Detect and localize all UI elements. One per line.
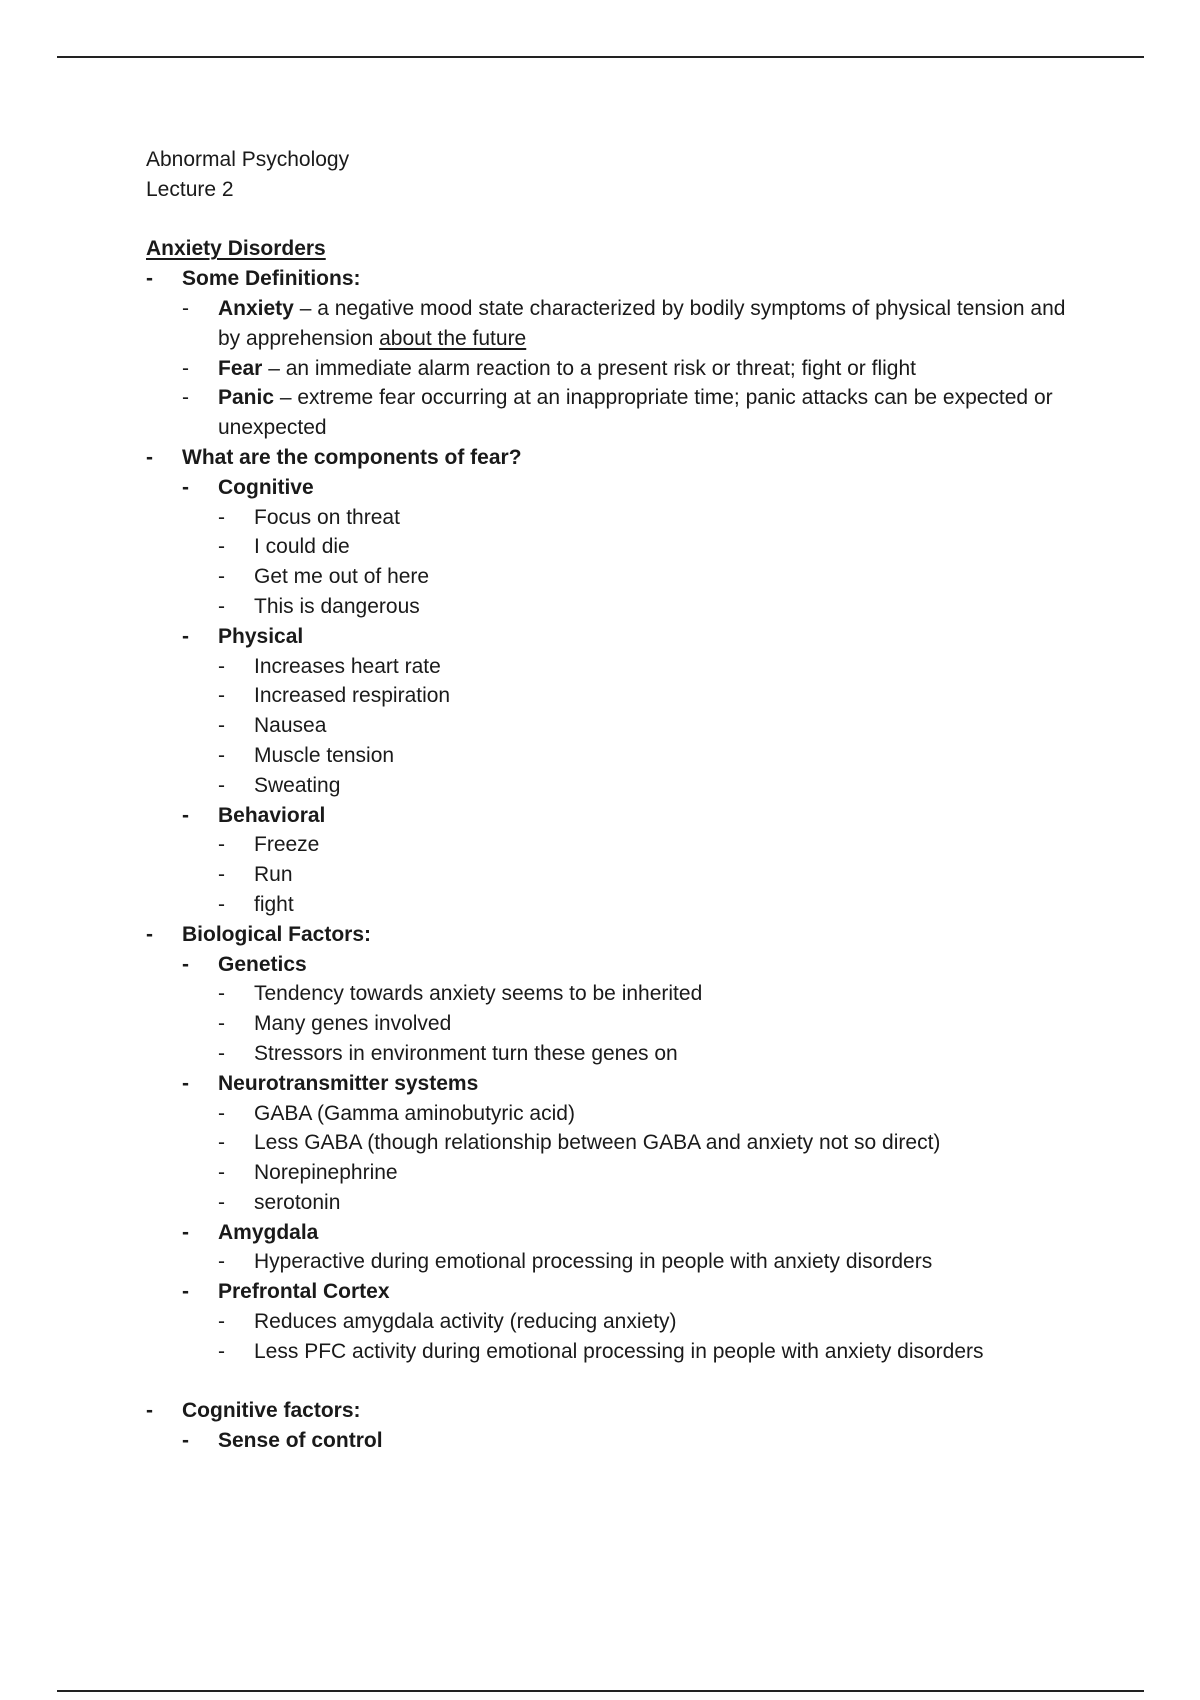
bullet-dash: -: [218, 1190, 225, 1214]
bullet-dash: -: [218, 1101, 225, 1125]
outline-list: [146, 264, 1086, 1366]
list-item: [218, 979, 1086, 1009]
bullet-dash: -: [218, 833, 225, 857]
bullet-dash: -: [218, 863, 225, 887]
factor-neurotransmitters: [182, 1069, 1086, 1218]
bullet-dash: -: [218, 1041, 225, 1065]
item-text: Nausea: [254, 714, 327, 738]
term-fear: Fear: [218, 356, 263, 380]
list-item: [218, 711, 1086, 741]
term-panic: Panic: [218, 386, 275, 410]
components-list: [182, 473, 1086, 920]
cognitive-items: [218, 503, 1086, 622]
biological-list: [182, 950, 1086, 1367]
item-text: Get me out of here: [254, 565, 430, 589]
course-title: Abnormal Psychology: [146, 148, 350, 171]
list-item-components: [146, 443, 1086, 920]
factor-label: Sense of control: [218, 1429, 383, 1453]
factor-sense-of-control: [182, 1426, 1086, 1456]
bullet-dash: -: [218, 743, 225, 767]
definition-text: [218, 354, 1086, 384]
bullet-dash: -: [218, 1131, 225, 1155]
item-text: Many genes involved: [254, 1012, 452, 1036]
component-label: Physical: [218, 624, 304, 648]
factor-label: Genetics: [218, 952, 307, 976]
component-cognitive: [182, 473, 1086, 622]
item-text: Muscle tension: [254, 743, 395, 767]
definition-text: [218, 294, 1086, 354]
factor-label: Amygdala: [218, 1220, 319, 1244]
bullet-dash: -: [146, 445, 153, 469]
item-text: Sweating: [254, 773, 341, 797]
bullet-dash: -: [182, 296, 189, 320]
list-item: [218, 1158, 1086, 1188]
definitions-list: [182, 294, 1086, 443]
item-text: fight: [254, 892, 294, 916]
list-item: [218, 830, 1086, 860]
item-text: Stressors in environment turn these genes on: [254, 1041, 678, 1065]
bullet-dash: -: [218, 1339, 225, 1363]
bullet-dash: -: [218, 982, 225, 1006]
definition-panic: [182, 383, 1086, 443]
item-text: Focus on threat: [254, 505, 400, 529]
factor-label: Prefrontal Cortex: [218, 1280, 390, 1304]
list-item: [218, 652, 1086, 682]
item-text: This is dangerous: [254, 594, 420, 618]
bullet-dash: -: [218, 684, 225, 708]
cognitive-factors-list: [182, 1426, 1086, 1456]
bullet-dash: -: [182, 803, 189, 827]
component-label: Cognitive: [218, 475, 314, 499]
definition-fear: [182, 354, 1086, 384]
list-item: [218, 1128, 1086, 1158]
definition-text: [218, 383, 1086, 443]
bullet-dash: -: [182, 1280, 189, 1304]
list-item-biological: [146, 920, 1086, 1367]
bullet-dash: -: [182, 356, 189, 380]
list-item: [218, 1039, 1086, 1069]
bullet-dash: -: [218, 1250, 225, 1274]
bullet-dash: -: [218, 505, 225, 529]
item-text: Less PFC activity during emotional processing in people with anxiety disorders: [254, 1339, 984, 1363]
component-label: Behavioral: [218, 803, 326, 827]
list-item-definitions: [146, 264, 1086, 443]
item-text: Less GABA (though relationship between GABA and anxiety not so direct): [254, 1131, 941, 1155]
section-title: Anxiety Disorders: [146, 237, 326, 261]
physical-items: [218, 652, 1086, 801]
bullet-dash: -: [218, 1310, 225, 1334]
item-text: I could die: [254, 535, 350, 559]
bullet-dash: -: [182, 1071, 189, 1095]
list-item: [218, 1247, 1086, 1277]
list-item: [218, 681, 1086, 711]
definition-body: – an immediate alarm reaction to a present risk or threat; fight or flight: [262, 356, 916, 380]
component-behavioral: [182, 801, 1086, 920]
bullet-dash: -: [146, 267, 153, 291]
list-item: [218, 890, 1086, 920]
item-text: Reduces amygdala activity (reducing anxiety): [254, 1310, 677, 1334]
definition-body: – extreme fear occurring at an inappropriate time; panic attacks can be expected or unexpected: [218, 386, 1053, 440]
behavioral-items: [218, 830, 1086, 919]
bullet-dash: -: [218, 594, 225, 618]
factor-genetics: [182, 950, 1086, 1069]
bullet-dash: -: [218, 892, 225, 916]
bullet-dash: -: [218, 654, 225, 678]
bullet-dash: -: [182, 475, 189, 499]
bullet-dash: -: [218, 1161, 225, 1185]
outline-list-continued: [146, 1396, 1086, 1456]
item-text: Increased respiration: [254, 684, 451, 708]
item-text: GABA (Gamma aminobutyric acid): [254, 1101, 575, 1125]
bullet-dash: -: [218, 1012, 225, 1036]
spacer: [146, 205, 1086, 235]
list-item: [218, 1307, 1086, 1337]
biological-heading: Biological Factors:: [182, 922, 372, 946]
underlined-phrase: about the future: [379, 326, 527, 350]
item-text: Norepinephrine: [254, 1161, 398, 1185]
list-item: [218, 1188, 1086, 1218]
pfc-items: [218, 1307, 1086, 1367]
item-text: Increases heart rate: [254, 654, 441, 678]
definition-body: – a negative mood state characterized by bodily symptoms of physical tension and by apprehension: [218, 296, 1066, 350]
factor-prefrontal-cortex: [182, 1277, 1086, 1366]
item-text: Tendency towards anxiety seems to be inherited: [254, 982, 703, 1006]
list-item: [218, 771, 1086, 801]
neuro-items: [218, 1099, 1086, 1218]
list-item: [218, 741, 1086, 771]
bullet-dash: -: [182, 1220, 189, 1244]
term-anxiety: Anxiety: [218, 296, 294, 320]
list-item-cognitive-factors: [146, 1396, 1086, 1456]
bullet-dash: -: [182, 386, 189, 410]
component-physical: [182, 622, 1086, 801]
list-item: [218, 1009, 1086, 1039]
bottom-rule: [57, 1690, 1144, 1692]
bullet-dash: -: [218, 535, 225, 559]
top-rule: [57, 56, 1144, 58]
list-item: [218, 532, 1086, 562]
bullet-dash: -: [218, 714, 225, 738]
genetics-items: [218, 979, 1086, 1068]
bullet-dash: -: [218, 773, 225, 797]
factor-amygdala: [182, 1218, 1086, 1278]
bullet-dash: -: [182, 952, 189, 976]
bullet-dash: -: [146, 922, 153, 946]
amygdala-items: [218, 1247, 1086, 1277]
cognitive-factors-heading: Cognitive factors:: [182, 1399, 361, 1423]
list-item: [218, 562, 1086, 592]
bullet-dash: -: [218, 565, 225, 589]
document-body: [146, 145, 1086, 1456]
list-item: [218, 860, 1086, 890]
item-text: Freeze: [254, 833, 320, 857]
definitions-heading: Some Definitions:: [182, 267, 361, 291]
bullet-dash: -: [146, 1399, 153, 1423]
list-item: [218, 503, 1086, 533]
components-heading: What are the components of fear?: [182, 445, 522, 469]
list-item: [218, 592, 1086, 622]
item-text: Run: [254, 863, 293, 887]
list-item: [218, 1337, 1086, 1367]
lecture-number: Lecture 2: [146, 177, 234, 201]
bullet-dash: -: [182, 1429, 189, 1453]
factor-label: Neurotransmitter systems: [218, 1071, 479, 1095]
list-item: [218, 1099, 1086, 1129]
spacer: [146, 1367, 1086, 1397]
item-text: Hyperactive during emotional processing in people with anxiety disorders: [254, 1250, 933, 1274]
bullet-dash: -: [182, 624, 189, 648]
item-text: serotonin: [254, 1190, 341, 1214]
definition-anxiety: [182, 294, 1086, 354]
